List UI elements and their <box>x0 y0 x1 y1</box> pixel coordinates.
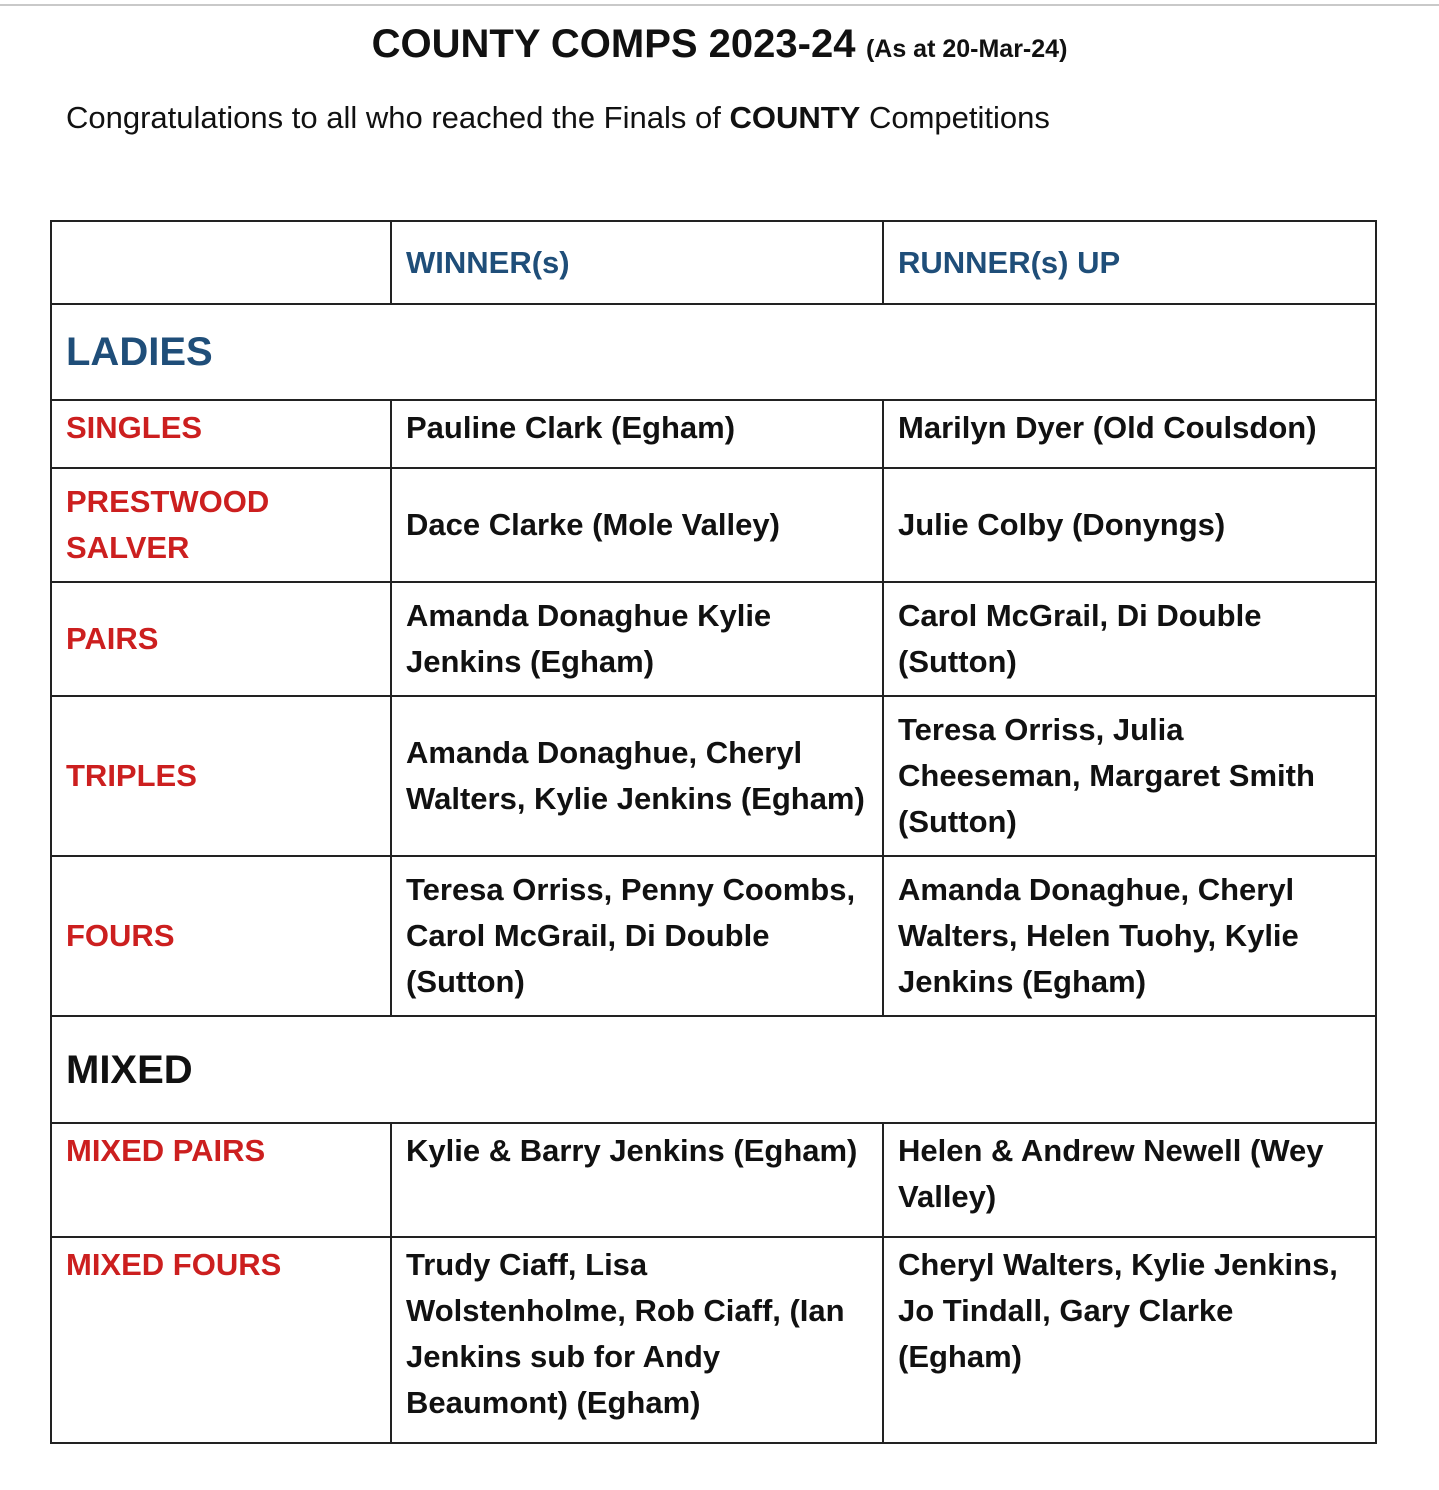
winner-cell: Amanda Donaghue, Cheryl Walters, Kylie Jenkins (Egham) <box>391 696 883 856</box>
winner-cell: Teresa Orriss, Penny Coombs, Carol McGrail, Di Double (Sutton) <box>391 856 883 1016</box>
section-row-mixed <box>51 1016 1376 1123</box>
section-title-ladies: LADIES <box>51 304 1376 400</box>
runner-up-cell: Carol McGrail, Di Double (Sutton) <box>883 582 1376 696</box>
title-main: COUNTY COMPS 2023-24 <box>371 22 856 66</box>
table-row <box>51 1237 1376 1443</box>
winner-cell: Trudy Ciaff, Lisa Wolstenholme, Rob Ciaff, (Ian Jenkins sub for Andy Beaumont) (Egham) <box>391 1237 883 1443</box>
runner-up-cell: Cheryl Walters, Kylie Jenkins, Jo Tindall, Gary Clarke (Egham) <box>883 1237 1376 1443</box>
section-title-mixed: MIXED <box>51 1016 1376 1123</box>
table-row <box>51 696 1376 856</box>
runner-up-cell: Julie Colby (Donyngs) <box>883 468 1376 582</box>
runner-up-cell: Amanda Donaghue, Cheryl Walters, Helen Tuohy, Kylie Jenkins (Egham) <box>883 856 1376 1016</box>
header-runners-up: RUNNER(s) UP <box>883 221 1376 304</box>
winner-cell: Dace Clarke (Mole Valley) <box>391 468 883 582</box>
header-row <box>51 221 1376 304</box>
intro-after: Competitions <box>860 100 1050 135</box>
section-row-ladies <box>51 304 1376 400</box>
table-row <box>51 1123 1376 1237</box>
category-cell: MIXED PAIRS <box>51 1123 391 1237</box>
category-cell: PAIRS <box>51 582 391 696</box>
category-cell: PRESTWOOD SALVER <box>51 468 391 582</box>
category-cell: FOURS <box>51 856 391 1016</box>
runner-up-cell: Teresa Orriss, Julia Cheeseman, Margaret Smith (Sutton) <box>883 696 1376 856</box>
intro-before: Congratulations to all who reached the Finals of <box>66 100 730 135</box>
table-row <box>51 468 1376 582</box>
winner-cell: Pauline Clark (Egham) <box>391 400 883 468</box>
category-cell: TRIPLES <box>51 696 391 856</box>
winner-cell: Amanda Donaghue Kylie Jenkins (Egham) <box>391 582 883 696</box>
header-blank <box>51 221 391 304</box>
runner-up-cell: Helen & Andrew Newell (Wey Valley) <box>883 1123 1376 1237</box>
runner-up-cell: Marilyn Dyer (Old Coulsdon) <box>883 400 1376 468</box>
winner-cell: Kylie & Barry Jenkins (Egham) <box>391 1123 883 1237</box>
category-cell: MIXED FOURS <box>51 1237 391 1443</box>
top-rule <box>0 4 1439 6</box>
results-table <box>50 220 1377 1444</box>
page-title <box>0 22 1439 67</box>
table-row <box>51 856 1376 1016</box>
header-winners: WINNER(s) <box>391 221 883 304</box>
title-date: (As at 20-Mar-24) <box>865 35 1068 63</box>
intro-bold: COUNTY <box>729 100 861 135</box>
table-row <box>51 582 1376 696</box>
table-row <box>51 400 1376 468</box>
category-cell: SINGLES <box>51 400 391 468</box>
intro-text <box>66 100 1050 136</box>
